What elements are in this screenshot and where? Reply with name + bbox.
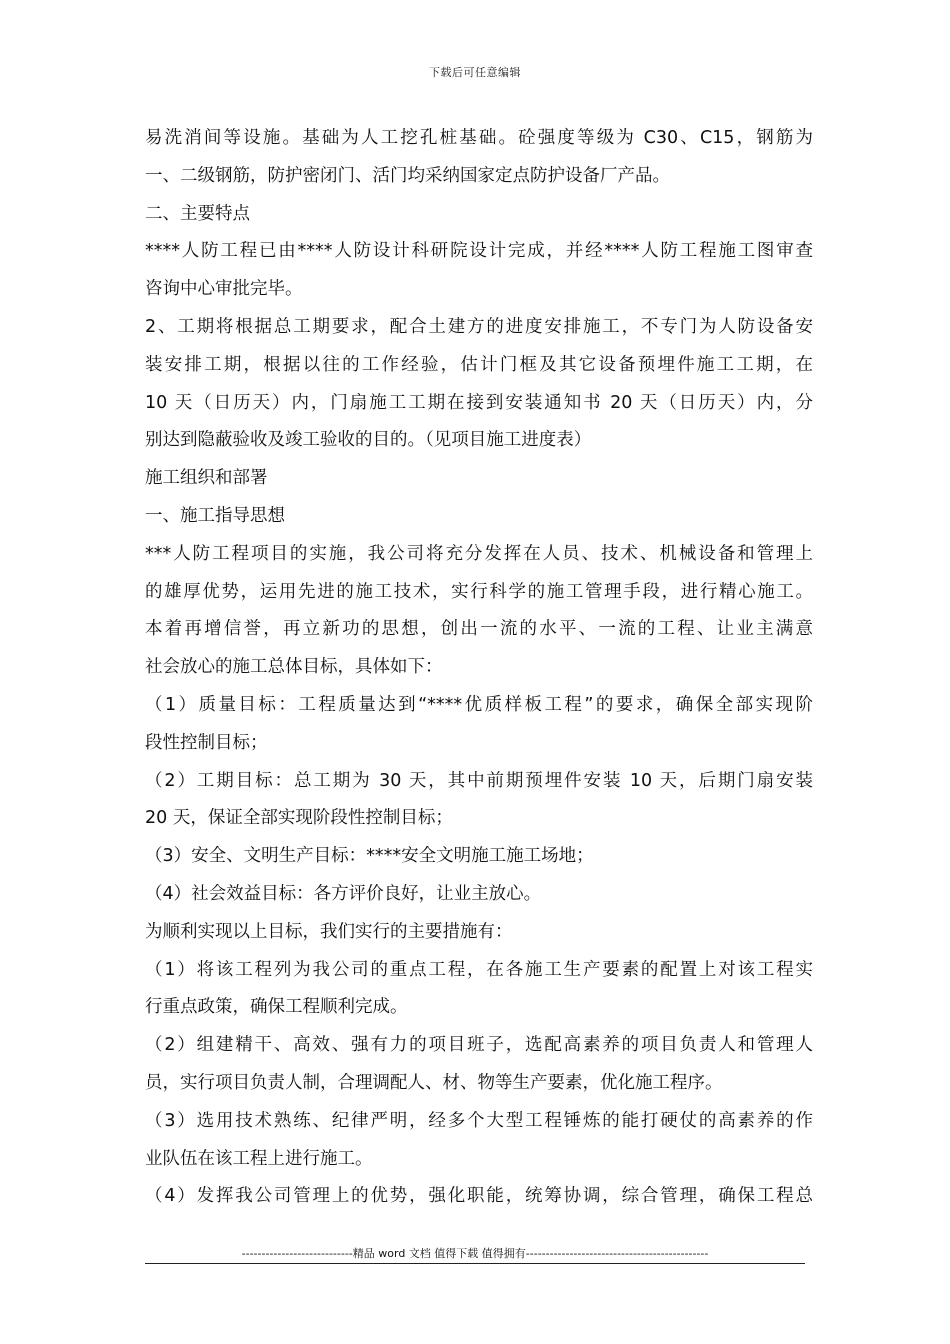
text-line: 2、工期将根据总工期要求，配合土建方的进度安排施工，不专门为人防设备安 bbox=[145, 316, 813, 337]
text-line: 易洗消间等设施。基础为人工挖孔桩基础。砼强度等级为 C30、C15，钢筋为 bbox=[145, 128, 813, 148]
text-line: 的雄厚优势，运用先进的施工技术，实行科学的施工管理手段，进行精心施工。 bbox=[145, 581, 813, 602]
text-line: 20 天，保证全部实现阶段性控制目标； bbox=[145, 808, 453, 829]
text-line: （1）将该工程列为我公司的重点工程，在各施工生产要素的配置上对该工程实 bbox=[145, 959, 813, 980]
text-line: 别达到隐蔽验收及竣工验收的目的。（见项目施工进度表） bbox=[145, 430, 592, 451]
text-line: 一、二级钢筋，防护密闭门、活门均采纳国家定点防护设备厂产品。 bbox=[145, 165, 670, 186]
text-line: 员，实行项目负责人制，合理调配人、材、物等生产要素，优化施工程序。 bbox=[145, 1072, 723, 1093]
text-line: 装安排工期，根据以往的工作经验，估计门框及其它设备预埋件施工工期，在 bbox=[145, 354, 813, 375]
text-line: ***人防工程项目的实施，我公司将充分发挥在人员、技术、机械设备和管理上 bbox=[145, 543, 813, 564]
text-line: 行重点政策，确保工程顺利完成。 bbox=[145, 997, 408, 1018]
text-line: 二、主要特点 bbox=[145, 203, 250, 224]
text-line: （2）工期目标：总工期为 30 天，其中前期预埋件安装 10 天，后期门扇安装 bbox=[145, 770, 813, 791]
text-line: 施工组织和部署 bbox=[145, 468, 268, 489]
text-line: （1）质量目标：工程质量达到“****优质样板工程”的要求，确保全部实现阶 bbox=[145, 694, 813, 715]
page-footer: ----------------------------精品 word 文档 值得下载 值得拥有---------------------------------------------- bbox=[241, 1247, 709, 1260]
text-line: 为顺利实现以上目标，我们实行的主要措施有： bbox=[145, 921, 513, 942]
text-line: （4）社会效益目标：各方评价良好，让业主放心。 bbox=[145, 883, 542, 904]
text-line: 社会放心的施工总体目标，具体如下： bbox=[145, 657, 443, 678]
text-line: 段性控制目标； bbox=[145, 732, 268, 753]
text-line: 咨询中心审批完毕。 bbox=[145, 279, 303, 300]
page-header: 下载后可任意编辑 bbox=[429, 66, 521, 79]
text-line: 业队伍在该工程上进行施工。 bbox=[145, 1148, 373, 1169]
footer-rule bbox=[145, 1263, 805, 1264]
text-line: （3）选用技术熟练、纪律严明，经多个大型工程锤炼的能打硬仗的高素养的作 bbox=[145, 1110, 813, 1131]
document-body bbox=[145, 120, 813, 1216]
text-line: 本着再增信誉，再立新功的思想，创出一流的水平、一流的工程、让业主满意 bbox=[145, 619, 813, 640]
text-line: 10 天（日历天）内，门扇施工工期在接到安装通知书 20 天（日历天）内，分 bbox=[145, 392, 813, 413]
text-line: （4）发挥我公司管理上的优势，强化职能，统筹协调，综合管理，确保工程总 bbox=[145, 1186, 813, 1207]
text-line: （3）安全、文明生产目标：****安全文明施工施工场地； bbox=[145, 846, 594, 867]
text-line: 一、施工指导思想 bbox=[145, 505, 285, 526]
text-line: （2）组建精干、高效、强有力的项目班子，选配高素养的项目负责人和管理人 bbox=[145, 1035, 813, 1056]
text-line: ****人防工程已由****人防设计科研院设计完成，并经****人防工程施工图审查 bbox=[145, 241, 813, 262]
